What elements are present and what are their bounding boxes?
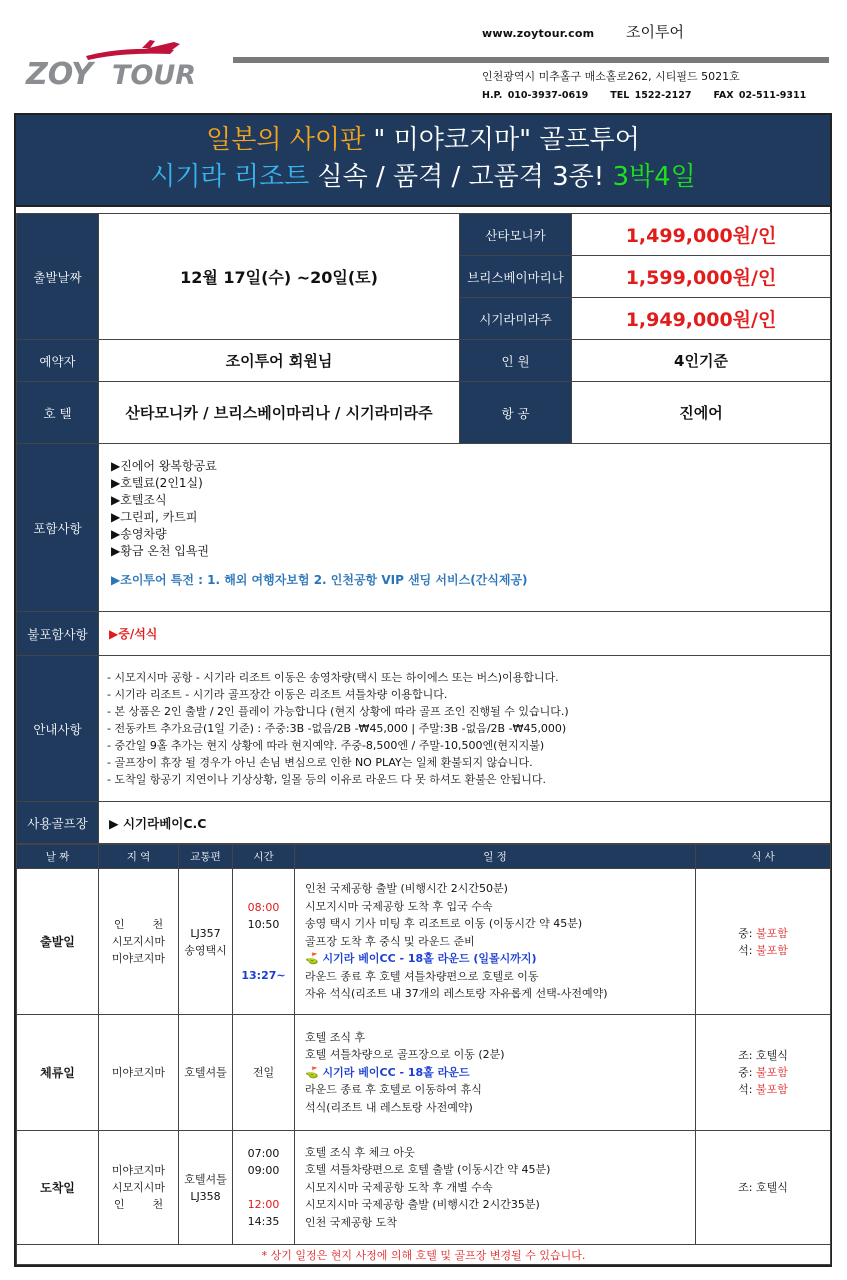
svg-text:ZOY: ZOY xyxy=(26,57,93,90)
transport-line: LJ357 xyxy=(190,926,221,940)
departure-label: 출발날짜 xyxy=(17,214,99,340)
hotel-value: 산타모니카 / 브리스베이마리나 / 시기라미라주 xyxy=(99,382,460,444)
meal-key: 중: xyxy=(738,1066,756,1079)
itinerary-line: 라운드 종료 후 호텔 셔틀차량편으로 호텔로 이동 xyxy=(305,969,539,983)
time-line: 전일 xyxy=(252,1066,275,1079)
website-url[interactable]: www.zoytour.com xyxy=(482,27,595,40)
people-value: 4인기준 xyxy=(572,340,831,382)
notice-item: - 골프장이 휴장 될 경우가 아닌 손님 변심으로 인한 NO PLAY는 일체 환불되지 않습니다. xyxy=(107,756,533,769)
itinerary-line: 호텔 조식 후 체크 아웃 xyxy=(305,1145,415,1159)
schedule-region xyxy=(99,1015,179,1131)
region-line: 인 천 xyxy=(113,918,164,931)
info-table xyxy=(16,213,831,844)
exclude-label: 불포함사항 xyxy=(17,612,99,656)
itinerary-line: 시모지시마 국제공항 출발 (비행시간 2시간35분) xyxy=(305,1198,540,1212)
price-hotel-2: 브리스베이마리나 xyxy=(460,256,572,298)
schedule-header-transport: 교통편 xyxy=(179,845,233,869)
resort-name: 시기라 리조트 xyxy=(150,162,310,192)
schedule-transport xyxy=(179,1015,233,1131)
time-line: 13:27~ xyxy=(241,969,286,982)
itinerary-line: 시기라 베이CC - 18홀 라운드 (일몰시까지) xyxy=(322,952,537,966)
schedule-times xyxy=(233,1015,295,1131)
include-label: 포함사항 xyxy=(17,444,99,612)
people-label: 인 원 xyxy=(460,340,572,382)
meal-value: 불포함 xyxy=(755,926,788,940)
schedule-transport xyxy=(179,869,233,1015)
transport-line: 호텔셔틀 xyxy=(184,1172,227,1186)
course-label: 사용골프장 xyxy=(17,802,99,844)
meal-value: 호텔식 xyxy=(755,1181,788,1194)
exclude-value: ▶중/석식 xyxy=(99,612,831,656)
itinerary-line: 송영 택시 기사 미팅 후 리조트로 이동 (이동시간 약 45분) xyxy=(305,917,583,931)
duration-badge: 3박4일 xyxy=(612,162,696,192)
time-line: 07:00 xyxy=(247,1147,280,1160)
notice-item: - 도착일 항공기 지연이나 기상상황, 일몰 등의 이유로 라운드 다 못 하셔도 환불은 안됩니다. xyxy=(107,773,546,786)
time-line: 08:00 xyxy=(247,901,280,914)
title-highlight: 일본의 사이판 xyxy=(206,125,366,155)
notice-item: - 시기라 리조트 - 시기라 골프장간 이동은 리조트 셔틀차량 이용합니다. xyxy=(107,688,448,701)
meal-key: 석: xyxy=(738,943,756,957)
schedule-itinerary xyxy=(295,1015,696,1131)
company-address: 인천광역시 미추홀구 매소홀로262, 시티필드 5021호 xyxy=(482,70,740,83)
fax-number: FAX 02-511-9311 xyxy=(713,90,807,101)
schedule-footnote: * 상기 일정은 현지 사정에 의해 호텔 및 골프장 변경될 수 있습니다. xyxy=(17,1245,831,1265)
notice-item: - 전동카트 추가요금(1일 기준) : 주중:3B -없음/2B -₩45,000 | 주말:3B -없음/2B -₩45,000) xyxy=(107,722,567,735)
meal-key: 중: xyxy=(738,926,756,940)
schedule-day: 체류일 xyxy=(17,1015,99,1131)
airline-label: 항 공 xyxy=(460,382,572,444)
meal-key: 석: xyxy=(738,1083,756,1096)
notice-list xyxy=(99,656,831,802)
meal-value: 불포함 xyxy=(755,1066,788,1079)
schedule-itinerary xyxy=(295,869,696,1015)
meal-key: 조: xyxy=(738,1049,756,1062)
price-value-3: 1,949,000원/인 xyxy=(572,298,831,340)
header-divider xyxy=(233,57,829,63)
include-item: ▶송영차량 xyxy=(111,527,167,541)
itinerary-line: 석식(리조트 내 레스토랑 사전예약) xyxy=(305,1100,473,1114)
region-line: 시모지시마 xyxy=(111,935,166,948)
itinerary-line: 시모지시마 국제공항 도착 후 개별 수속 xyxy=(305,1180,493,1194)
schedule-header-time: 시간 xyxy=(233,845,295,869)
hp-number: H.P. 010-3937-0619 xyxy=(482,90,589,101)
schedule-row xyxy=(17,1131,831,1245)
itinerary-line: 인천 국제공항 도착 xyxy=(305,1215,398,1229)
schedule-region xyxy=(99,1131,179,1245)
hotel-label: 호 텔 xyxy=(17,382,99,444)
include-item: ▶진에어 왕복항공료 xyxy=(111,459,217,473)
itinerary-line: 자유 석식(리조트 내 37개의 레스토랑 자유롭게 선택-사전예약) xyxy=(305,987,608,1001)
meal-key: 조: xyxy=(738,1181,756,1194)
booker-label: 예약자 xyxy=(17,340,99,382)
itinerary-line: 호텔 조식 후 xyxy=(305,1030,366,1044)
schedule-table xyxy=(16,844,831,1265)
schedule-header-region: 지 역 xyxy=(99,845,179,869)
schedule-row xyxy=(17,869,831,1015)
time-line: 12:00 xyxy=(247,1198,280,1211)
transport-line: 호텔셔틀 xyxy=(184,1066,227,1079)
time-line: 10:50 xyxy=(247,918,280,931)
zoytour-logo xyxy=(24,38,224,90)
departure-date: 12월 17일(수) ~20일(토) xyxy=(99,214,460,340)
schedule-day: 도착일 xyxy=(17,1131,99,1245)
transport-line: LJ358 xyxy=(190,1189,221,1203)
schedule-header-itinerary: 일 정 xyxy=(295,845,696,869)
itinerary-line: 라운드 종료 후 호텔로 이동하여 휴식 xyxy=(305,1083,482,1097)
tel-number: TEL 1522-2127 xyxy=(610,90,692,101)
golf-flag-icon: ⛳ xyxy=(305,1065,319,1079)
price-value-2: 1,599,000원/인 xyxy=(572,256,831,298)
include-item: ▶호텔조식 xyxy=(111,493,167,507)
schedule-times xyxy=(233,869,295,1015)
time-line: 14:35 xyxy=(247,1215,280,1228)
itinerary-line: 호텔 셔틀차량편으로 호텔 출발 (이동시간 약 45분) xyxy=(305,1163,551,1177)
region-line: 미야코지마 xyxy=(111,952,166,965)
golf-flag-icon: ⛳ xyxy=(305,952,319,966)
include-item: ▶호텔료(2인1실) xyxy=(111,476,203,490)
booker-value: 조이투어 회원님 xyxy=(99,340,460,382)
schedule-header-date: 날 짜 xyxy=(17,845,99,869)
schedule-meals xyxy=(696,1015,831,1131)
notice-label: 안내사항 xyxy=(17,656,99,802)
notice-item: - 시모지시마 공항 - 시기라 리조트 이동은 송영차량(택시 또는 하이에스 또는 버스)이용합니다. xyxy=(107,671,559,684)
meal-value: 불포함 xyxy=(755,943,788,957)
price-hotel-3: 시기라미라주 xyxy=(460,298,572,340)
schedule-row xyxy=(17,1015,831,1131)
schedule-meals xyxy=(696,1131,831,1245)
schedule-times xyxy=(233,1131,295,1245)
title-main: " 미야코지마" 골프투어 xyxy=(365,125,640,155)
schedule-meals xyxy=(696,869,831,1015)
include-item: ▶황금 온천 입욕권 xyxy=(111,544,210,558)
tour-title xyxy=(16,115,830,205)
meal-value: 불포함 xyxy=(755,1083,788,1096)
schedule-transport xyxy=(179,1131,233,1245)
include-list xyxy=(99,444,831,612)
price-hotel-1: 산타모니카 xyxy=(460,214,572,256)
itinerary-line: 인천 국제공항 출발 (비행시간 2시간50분) xyxy=(305,882,508,896)
region-line: 미야코지마 xyxy=(111,1164,166,1177)
company-name: 조이투어 xyxy=(626,23,684,41)
schedule-region xyxy=(99,869,179,1015)
itinerary-line: 시모지시마 국제공항 도착 후 입국 수속 xyxy=(305,899,493,913)
contact-numbers xyxy=(482,90,828,101)
notice-item: - 중간일 9홀 추가는 현지 상황에 따라 현지예약. 주중-8,500엔 / 주말-10,500엔(현지지불) xyxy=(107,739,545,752)
svg-text:TOUR: TOUR xyxy=(112,60,197,90)
title-sub: 실속 / 품격 / 고품격 3종! xyxy=(309,162,613,192)
transport-line: 송영택시 xyxy=(184,943,227,957)
price-value-1: 1,499,000원/인 xyxy=(572,214,831,256)
schedule-itinerary xyxy=(295,1131,696,1245)
schedule-header-meal: 식 사 xyxy=(696,845,831,869)
include-item: ▶그린피, 카트피 xyxy=(111,510,198,524)
itinerary-line: 시기라 베이CC - 18홀 라운드 xyxy=(322,1065,470,1079)
itinerary-line: 골프장 도착 후 중식 및 라운드 준비 xyxy=(305,934,475,948)
schedule-day: 출발일 xyxy=(17,869,99,1015)
time-line: 09:00 xyxy=(247,1164,280,1177)
region-line: 미야코지마 xyxy=(111,1066,166,1079)
region-line: 인 천 xyxy=(113,1198,164,1211)
region-line: 시모지시마 xyxy=(111,1181,166,1194)
airline-value: 진에어 xyxy=(572,382,831,444)
course-value: ▶ 시기라베이C.C xyxy=(99,802,831,844)
notice-item: - 본 상품은 2인 출발 / 2인 플레이 가능합니다 (현지 상황에 따라 골프 조인 진행될 수 있습니다.) xyxy=(107,705,569,718)
special-benefit: ▶조이투어 특전 : 1. 해외 여행자보험 2. 인천공항 VIP 샌딩 서비스(간식제공) xyxy=(111,573,528,587)
meal-value: 호텔식 xyxy=(755,1049,788,1062)
tour-document xyxy=(14,113,832,1267)
itinerary-line: 호텔 셔틀차량으로 골프장으로 이동 (2분) xyxy=(305,1048,505,1062)
